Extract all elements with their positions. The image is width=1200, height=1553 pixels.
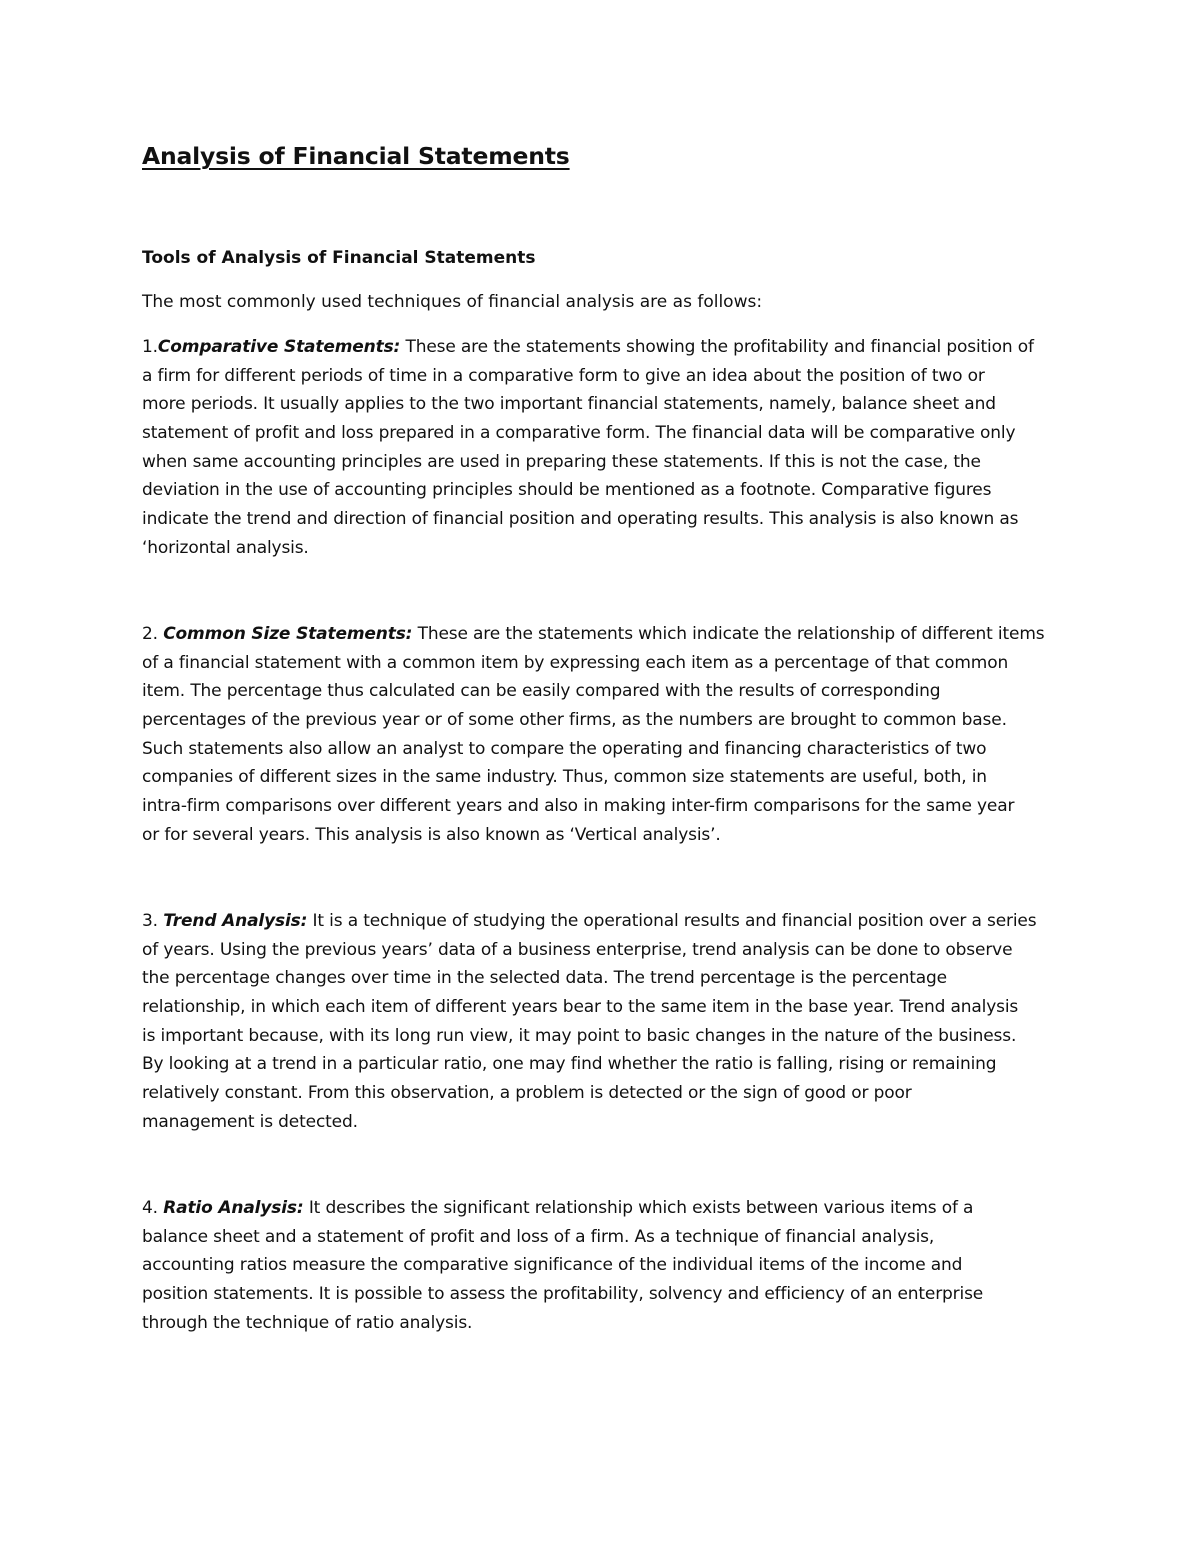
item-text: It is a technique of studying the operational results and financial position over a series <box>307 911 1037 931</box>
item-term: Ratio Analysis: <box>163 1198 304 1218</box>
paragraph-line: Such statements also allow an analyst to compare the operating and financing characteristics of two <box>142 738 987 759</box>
paragraph-line: the percentage changes over time in the selected data. The trend percentage is the percentage <box>142 968 947 989</box>
item-number: 4. <box>142 1198 164 1218</box>
paragraph-line <box>142 620 1062 649</box>
paragraph-line: percentages of the previous year or of some other firms, as the numbers are brought to common base. <box>142 710 1007 731</box>
paragraph-line: item. The percentage thus calculated can be easily compared with the results of corresponding <box>142 681 941 702</box>
paragraph-line: balance sheet and a statement of profit and loss of a firm. As a technique of financial analysis, <box>142 1226 935 1247</box>
document-title: Analysis of Financial Statements <box>142 142 570 170</box>
paragraph-line: position statements. It is possible to assess the profitability, solvency and efficiency of an enterprise <box>142 1284 984 1305</box>
paragraph-line: deviation in the use of accounting principles should be mentioned as a footnote. Comparative figures <box>142 480 992 501</box>
paragraph-line: when same accounting principles are used in preparing these statements. If this is not the case, the <box>142 451 981 472</box>
ratio-analysis-section <box>142 1194 1062 1337</box>
item-text: It describes the significant relationship which exists between various items of a <box>303 1198 974 1218</box>
paragraph-line: more periods. It usually applies to the two important financial statements, namely, balance sheet and <box>142 394 996 415</box>
paragraph-line <box>142 333 1062 362</box>
trend-analysis-section <box>142 907 1062 1137</box>
paragraph-line: accounting ratios measure the comparative significance of the individual items of the income and <box>142 1255 963 1276</box>
paragraph-line: of a financial statement with a common item by expressing each item as a percentage of that common <box>142 652 1009 673</box>
paragraph-line: indicate the trend and direction of financial position and operating results. This analysis is also known as <box>142 509 1019 530</box>
comparative-statements-section <box>142 333 1062 563</box>
paragraph-line: or for several years. This analysis is also known as ‘Vertical analysis’. <box>142 824 721 845</box>
item-term: Common Size Statements: <box>163 624 413 644</box>
item-text: These are the statements showing the profitability and financial position of <box>400 337 1034 357</box>
paragraph-line <box>142 907 1062 936</box>
paragraph-line: statement of profit and loss prepared in a comparative form. The financial data will be comparative only <box>142 423 1016 444</box>
paragraph-line: ‘horizontal analysis. <box>142 537 309 558</box>
paragraph-line: By looking at a trend in a particular ratio, one may find whether the ratio is falling, rising or remaining <box>142 1054 997 1075</box>
section-heading: Tools of Analysis of Financial Statements <box>142 248 536 268</box>
item-text: These are the statements which indicate the relationship of different items <box>412 624 1045 644</box>
paragraph-line: is important because, with its long run view, it may point to basic changes in the nature of the business. <box>142 1025 1017 1046</box>
paragraph-line: a firm for different periods of time in a comparative form to give an idea about the position of two or <box>142 365 985 386</box>
paragraph-line: through the technique of ratio analysis. <box>142 1312 473 1333</box>
paragraph-line: of years. Using the previous years’ data of a business enterprise, trend analysis can be done to observe <box>142 939 1013 960</box>
item-number: 2. <box>142 624 164 644</box>
item-number: 3. <box>142 911 164 931</box>
item-number: 1. <box>142 337 158 357</box>
intro-paragraph: The most commonly used techniques of financial analysis are as follows: <box>142 292 763 312</box>
item-term: Trend Analysis: <box>163 911 308 931</box>
paragraph-line: management is detected. <box>142 1111 358 1132</box>
common-size-statements-section <box>142 620 1062 850</box>
paragraph-line: intra-firm comparisons over different years and also in making inter-firm comparisons for the same year <box>142 796 1015 817</box>
paragraph-line: companies of different sizes in the same industry. Thus, common size statements are useful, both, in <box>142 767 987 788</box>
item-term: Comparative Statements: <box>157 337 401 357</box>
paragraph-line: relationship, in which each item of different years bear to the same item in the base year. Trend analysis <box>142 997 1019 1018</box>
paragraph-line: relatively constant. From this observation, a problem is detected or the sign of good or poor <box>142 1083 912 1104</box>
paragraph-line <box>142 1194 1062 1223</box>
